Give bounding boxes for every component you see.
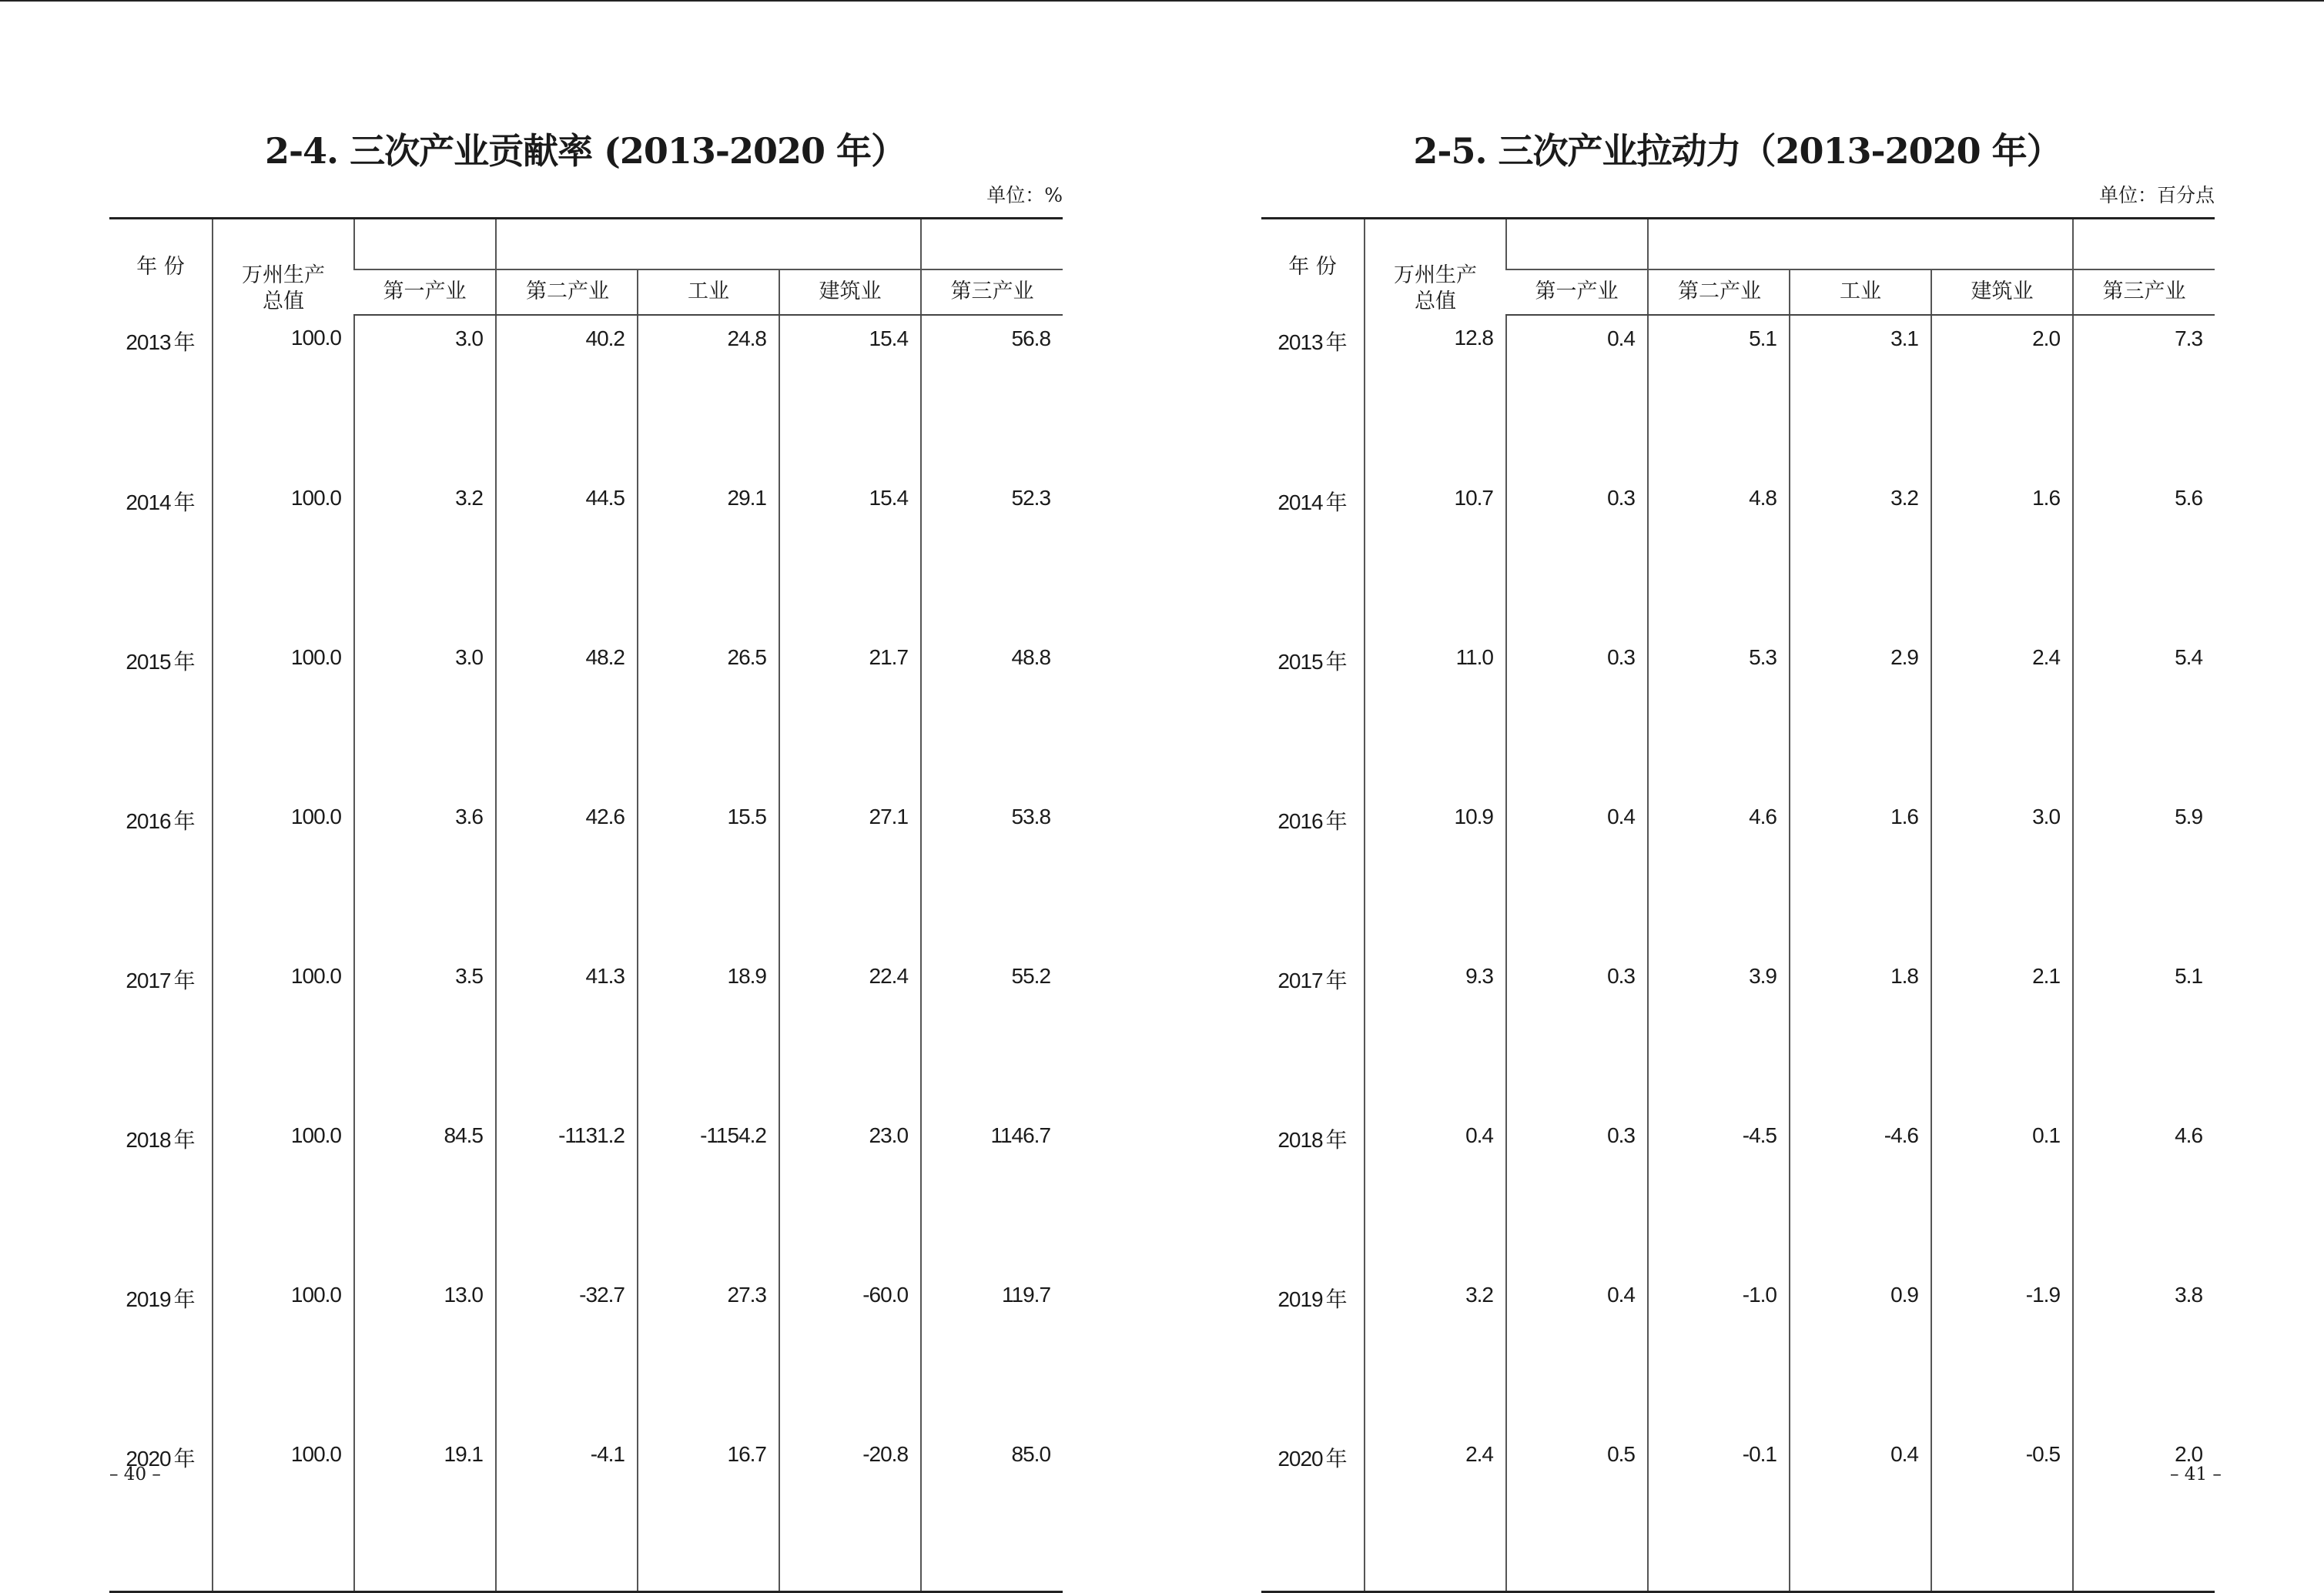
table-row xyxy=(1261,953,2215,1113)
left-table-title: 2-4. 三次产业贡献率 (2013-2020 年） xyxy=(264,130,906,172)
tertiary-cell: 53.8 xyxy=(921,794,1063,953)
construction-cell: 22.4 xyxy=(779,953,921,1113)
right-unit-label: 单位：百分点 xyxy=(2098,184,2215,206)
header-spacer xyxy=(1506,219,1648,269)
secondary-cell: -4.5 xyxy=(1648,1113,1790,1272)
year-cell xyxy=(1261,953,1365,1113)
header-tertiary: 第三产业 xyxy=(921,269,1063,315)
construction-cell: 3.0 xyxy=(1931,794,2073,953)
table-row xyxy=(1261,634,2215,794)
left-unit-label: 单位：% xyxy=(986,184,1063,206)
secondary-cell: -1131.2 xyxy=(496,1113,638,1272)
year-value: 2019 xyxy=(1278,1287,1323,1311)
gdp-cell: 100.0 xyxy=(213,1113,354,1272)
table-row xyxy=(109,475,1063,634)
primary-cell: 0.3 xyxy=(1506,953,1648,1113)
tertiary-cell: 119.7 xyxy=(921,1272,1063,1431)
header-spacer xyxy=(354,219,496,269)
secondary-cell: -4.1 xyxy=(496,1431,638,1592)
header-secondary: 第二产业 xyxy=(1648,269,1790,315)
year-cell xyxy=(109,475,213,634)
year-suffix: 年 xyxy=(173,1127,196,1153)
year-suffix: 年 xyxy=(1325,1287,1348,1312)
gdp-cell: 100.0 xyxy=(213,1272,354,1431)
gdp-cell: 100.0 xyxy=(213,1431,354,1592)
table-row xyxy=(109,315,1063,475)
year-cell xyxy=(1261,1113,1365,1272)
gdp-cell: 10.7 xyxy=(1365,475,1506,634)
primary-cell: 13.0 xyxy=(354,1272,496,1431)
construction-cell: 15.4 xyxy=(779,475,921,634)
tertiary-cell: 52.3 xyxy=(921,475,1063,634)
tertiary-cell: 5.1 xyxy=(2073,953,2215,1113)
left-table-body xyxy=(109,315,1063,1592)
year-suffix: 年 xyxy=(173,649,196,674)
gdp-cell: 100.0 xyxy=(213,794,354,953)
primary-cell: 0.3 xyxy=(1506,475,1648,634)
year-value: 2019 xyxy=(126,1287,171,1311)
header-industry: 工业 xyxy=(638,269,779,315)
year-suffix: 年 xyxy=(1325,490,1348,515)
table-row xyxy=(109,953,1063,1113)
header-spacer xyxy=(921,219,1063,269)
header-year: 年 份 xyxy=(136,255,185,279)
gdp-cell: 3.2 xyxy=(1365,1272,1506,1431)
primary-cell: 19.1 xyxy=(354,1431,496,1592)
primary-cell: 3.5 xyxy=(354,953,496,1113)
year-suffix: 年 xyxy=(173,490,196,515)
primary-cell: 0.5 xyxy=(1506,1431,1648,1592)
secondary-cell: 41.3 xyxy=(496,953,638,1113)
table-row xyxy=(1261,475,2215,634)
tertiary-cell: 56.8 xyxy=(921,315,1063,475)
year-value: 2020 xyxy=(126,1447,171,1471)
gdp-cell: 12.8 xyxy=(1365,315,1506,475)
primary-cell: 3.0 xyxy=(354,315,496,475)
construction-cell: 2.4 xyxy=(1931,634,2073,794)
year-suffix: 年 xyxy=(1325,808,1348,834)
year-value: 2014 xyxy=(126,490,171,514)
header-construction: 建筑业 xyxy=(779,269,921,315)
construction-cell: -60.0 xyxy=(779,1272,921,1431)
industry-cell: 0.4 xyxy=(1790,1431,1931,1592)
header-industry: 工业 xyxy=(1790,269,1931,315)
header-year: 年 份 xyxy=(1288,255,1337,279)
industry-cell: 0.9 xyxy=(1790,1272,1931,1431)
header-secondary: 第二产业 xyxy=(496,269,638,315)
header-primary: 第一产业 xyxy=(354,269,496,315)
construction-cell: -20.8 xyxy=(779,1431,921,1592)
construction-cell: 2.1 xyxy=(1931,953,2073,1113)
gdp-cell: 2.4 xyxy=(1365,1431,1506,1592)
left-page-number: – 40 – xyxy=(109,1464,161,1484)
tertiary-cell: 7.3 xyxy=(2073,315,2215,475)
gdp-cell: 11.0 xyxy=(1365,634,1506,794)
year-cell xyxy=(109,794,213,953)
secondary-cell: 42.6 xyxy=(496,794,638,953)
secondary-cell: 44.5 xyxy=(496,475,638,634)
year-suffix: 年 xyxy=(173,1287,196,1312)
construction-cell: -1.9 xyxy=(1931,1272,2073,1431)
gdp-cell: 10.9 xyxy=(1365,794,1506,953)
year-suffix: 年 xyxy=(173,968,196,993)
header-gdp: 万州生产总值 xyxy=(1365,219,1506,316)
construction-cell: 0.1 xyxy=(1931,1113,2073,1272)
industry-cell: 3.2 xyxy=(1790,475,1931,634)
year-value: 2015 xyxy=(1278,650,1323,674)
year-cell xyxy=(1261,1272,1365,1431)
year-value: 2017 xyxy=(1278,969,1323,992)
primary-cell: 0.4 xyxy=(1506,1272,1648,1431)
year-cell xyxy=(109,1113,213,1272)
year-value: 2018 xyxy=(1278,1128,1323,1152)
primary-cell: 84.5 xyxy=(354,1113,496,1272)
table-row xyxy=(109,1272,1063,1431)
secondary-cell: 3.9 xyxy=(1648,953,1790,1113)
year-suffix: 年 xyxy=(173,808,196,834)
year-suffix: 年 xyxy=(1325,1446,1348,1471)
year-value: 2016 xyxy=(126,809,171,833)
tertiary-cell: 85.0 xyxy=(921,1431,1063,1592)
secondary-cell: 4.6 xyxy=(1648,794,1790,953)
industry-cell: 27.3 xyxy=(638,1272,779,1431)
primary-cell: 0.3 xyxy=(1506,1113,1648,1272)
table-row xyxy=(109,794,1063,953)
secondary-cell: 5.1 xyxy=(1648,315,1790,475)
top-border xyxy=(0,0,2324,2)
year-cell xyxy=(109,634,213,794)
year-cell xyxy=(109,953,213,1113)
year-value: 2014 xyxy=(1278,490,1323,514)
gdp-cell: 100.0 xyxy=(213,953,354,1113)
industry-cell: 15.5 xyxy=(638,794,779,953)
year-cell xyxy=(109,1431,213,1592)
secondary-cell: 5.3 xyxy=(1648,634,1790,794)
primary-cell: 0.3 xyxy=(1506,634,1648,794)
year-suffix: 年 xyxy=(1325,1127,1348,1153)
year-cell xyxy=(1261,475,1365,634)
table-row xyxy=(109,1113,1063,1272)
table-row xyxy=(1261,1272,2215,1431)
right-data-table xyxy=(1261,217,2215,1593)
industry-cell: 26.5 xyxy=(638,634,779,794)
construction-cell: 2.0 xyxy=(1931,315,2073,475)
industry-cell: -4.6 xyxy=(1790,1113,1931,1272)
header-primary: 第一产业 xyxy=(1506,269,1648,315)
header-tertiary: 第三产业 xyxy=(2073,269,2215,315)
tertiary-cell: 4.6 xyxy=(2073,1113,2215,1272)
year-cell xyxy=(1261,1431,1365,1592)
secondary-cell: -32.7 xyxy=(496,1272,638,1431)
construction-cell: 23.0 xyxy=(779,1113,921,1272)
year-value: 2016 xyxy=(1278,809,1323,833)
left-data-table xyxy=(109,217,1063,1593)
industry-cell: 24.8 xyxy=(638,315,779,475)
tertiary-cell: 3.8 xyxy=(2073,1272,2215,1431)
primary-cell: 3.0 xyxy=(354,634,496,794)
primary-cell: 0.4 xyxy=(1506,315,1648,475)
year-value: 2013 xyxy=(1278,330,1323,354)
gdp-cell: 100.0 xyxy=(213,315,354,475)
year-value: 2013 xyxy=(126,330,171,354)
header-spacer xyxy=(2073,219,2215,269)
header-spacer xyxy=(1648,219,2073,269)
construction-cell: 1.6 xyxy=(1931,475,2073,634)
tertiary-cell: 5.6 xyxy=(2073,475,2215,634)
industry-cell: 3.1 xyxy=(1790,315,1931,475)
tertiary-cell: 2.0 xyxy=(2073,1431,2215,1592)
secondary-cell: -1.0 xyxy=(1648,1272,1790,1431)
industry-cell: -1154.2 xyxy=(638,1113,779,1272)
tertiary-cell: 5.4 xyxy=(2073,634,2215,794)
construction-cell: 15.4 xyxy=(779,315,921,475)
industry-cell: 29.1 xyxy=(638,475,779,634)
table-row xyxy=(109,634,1063,794)
construction-cell: 21.7 xyxy=(779,634,921,794)
industry-cell: 18.9 xyxy=(638,953,779,1113)
right-page-number: – 41 – xyxy=(2170,1464,2222,1484)
year-cell xyxy=(1261,794,1365,953)
industry-cell: 1.8 xyxy=(1790,953,1931,1113)
gdp-cell: 100.0 xyxy=(213,634,354,794)
secondary-cell: 40.2 xyxy=(496,315,638,475)
tertiary-cell: 5.9 xyxy=(2073,794,2215,953)
industry-cell: 16.7 xyxy=(638,1431,779,1592)
gdp-cell: 100.0 xyxy=(213,475,354,634)
gdp-cell: 0.4 xyxy=(1365,1113,1506,1272)
year-suffix: 年 xyxy=(1325,968,1348,993)
secondary-cell: 4.8 xyxy=(1648,475,1790,634)
year-value: 2018 xyxy=(126,1128,171,1152)
primary-cell: 3.6 xyxy=(354,794,496,953)
year-cell xyxy=(1261,634,1365,794)
year-suffix: 年 xyxy=(1325,649,1348,674)
table-row xyxy=(1261,1113,2215,1272)
table-row xyxy=(1261,1431,2215,1592)
year-suffix: 年 xyxy=(1325,330,1348,355)
year-cell xyxy=(109,1272,213,1431)
year-value: 2017 xyxy=(126,969,171,992)
table-row xyxy=(109,1431,1063,1592)
tertiary-cell: 48.8 xyxy=(921,634,1063,794)
right-table-body xyxy=(1261,315,2215,1592)
header-spacer xyxy=(496,219,921,269)
tertiary-cell: 1146.7 xyxy=(921,1113,1063,1272)
secondary-cell: -0.1 xyxy=(1648,1431,1790,1592)
header-construction: 建筑业 xyxy=(1931,269,2073,315)
gdp-cell: 9.3 xyxy=(1365,953,1506,1113)
primary-cell: 3.2 xyxy=(354,475,496,634)
year-suffix: 年 xyxy=(173,330,196,355)
industry-cell: 2.9 xyxy=(1790,634,1931,794)
year-value: 2020 xyxy=(1278,1447,1323,1471)
primary-cell: 0.4 xyxy=(1506,794,1648,953)
industry-cell: 1.6 xyxy=(1790,794,1931,953)
year-value: 2015 xyxy=(126,650,171,674)
table-row xyxy=(1261,315,2215,475)
secondary-cell: 48.2 xyxy=(496,634,638,794)
year-cell xyxy=(109,315,213,475)
right-table-title: 2-5. 三次产业拉动力（2013-2020 年） xyxy=(1413,130,2061,172)
construction-cell: 27.1 xyxy=(779,794,921,953)
year-suffix: 年 xyxy=(173,1446,196,1471)
tertiary-cell: 55.2 xyxy=(921,953,1063,1113)
table-row xyxy=(1261,794,2215,953)
year-cell xyxy=(1261,315,1365,475)
header-gdp: 万州生产总值 xyxy=(213,219,354,316)
construction-cell: -0.5 xyxy=(1931,1431,2073,1592)
